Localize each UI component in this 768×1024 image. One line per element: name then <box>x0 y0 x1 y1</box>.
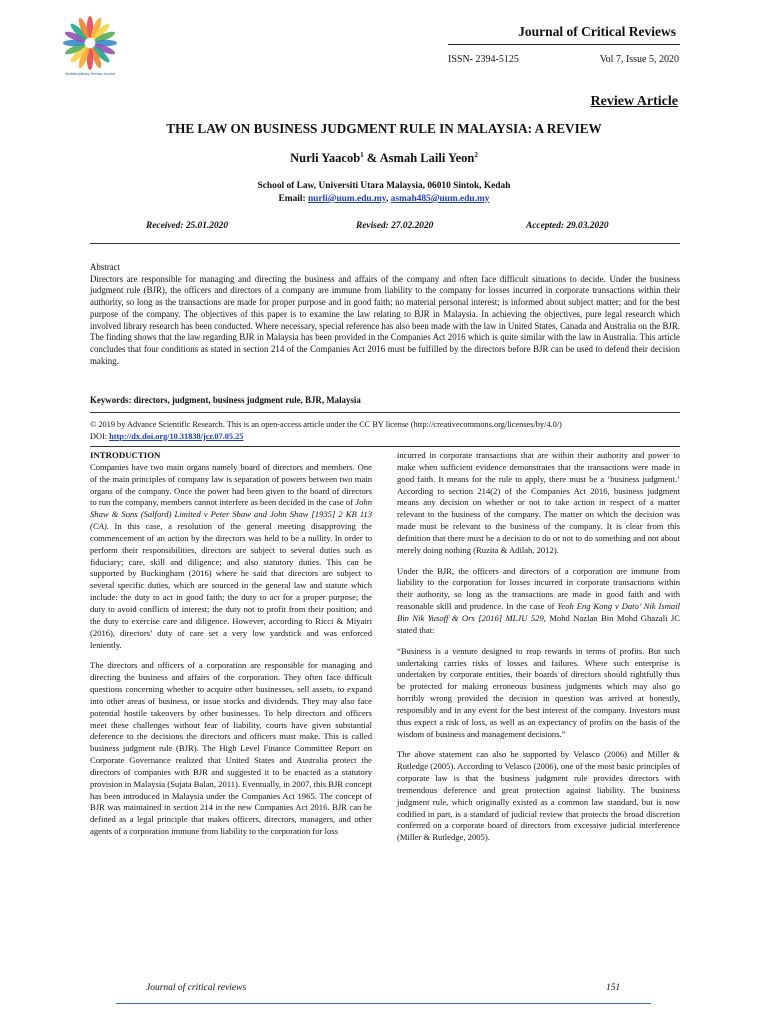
journal-name: Journal of Critical Reviews <box>518 24 676 39</box>
right-paragraph-2: Under the BJR, the officers and directors of a corporation are immune from liability to the corporation for losses incurred in corporate transactions within their authority, so long as the transactions are made in good faith and with reasonable skill and prudence. In the case of Yeoh Eng Kong v Dato’ Nik Ismail Bin Nik Yusoff & Ors [2016] MLJU 529, Mohd Nazlan Bin Mohd Ghazali JC stated that: <box>397 565 680 635</box>
logo-caption: Multidisciplinary Review Journal <box>65 72 115 76</box>
email-separator: , <box>385 194 391 204</box>
intro-paragraph-1: Companies have two main organs namely board of directors and members. One of the main principles of company law is separation of powers between two main organs of the company. Once the power had been given to the board of directors to run the company, members cannot interfere as been decided in the case of John Shaw & Sons (Salford) Limited v Peter Shaw and John Shaw [1935] 2 KB 113 (CA). In this case, a resolution of the general meeting disapproving the commencement of an action by the directors was held to be a nullity. In order to perform their responsibilities, directors are subject to several duties such as fiduciary; care, skill and diligence; and also statutory duties. This can be supported by Buckingham (2016) where he said that directors are subject to several specific duties, which are sourced in the general law and statute which include: the duty to act in good faith; the duty to act for a proper purpose; the duty to avoid conflicts of interest; the duty not to profit from their position; and the duty to exercise care and diligence. However, according to Ricci & Miyairi (2016), directors’ duty of care set a very low yardstick and was enforced leniently. <box>90 461 372 650</box>
revised-date: Revised: 27.02.2020 <box>356 221 434 231</box>
abstract-text: Directors are responsible for managing and directing the business and affairs of the company and often face difficult situations to decide. Under the business judgment rule (BJR), the officers and directors of a company are immune from liability to the company for losses incurred in corporate transactions within their authority, so long as the transactions are made for proper purpose and in good faith; no material personal interest; is informed about subject matter; and for the best purpose of the company. The objectives of this paper is to examine the law relating to BJR in Malaysia. In achieving the objectives, pure legal research which involved library research has been conducted. Where necessary, special reference has also been made with the law in United States, Canada and Australia on the BJR. The finding shows that the law regarding BJR in Malaysia has been provided in the Companies Act 2016 which is quite similar with the law in Australia. This article concludes that four conditions as stated in section 214 of the Companies Act 2016 must be fulfilled by the directors before BJR can be used to defend their decision making. <box>90 273 680 366</box>
license-text: © 2019 by Advance Scientific Research. This is an open-access article under the CC BY license (http://creativecommons.org/licenses/by/4.0/) <box>90 420 562 429</box>
page-number: 151 <box>606 983 621 993</box>
case-citation-yeoh: Yeoh Eng Kong v Dato’ Nik Ismail Bin Nik Yusoff & Ors [2016] MLJU 529, <box>397 601 680 623</box>
doi-link[interactable]: http://dx.doi.org/10.31838/jcr.07.05.25 <box>109 431 244 441</box>
authors <box>70 151 698 166</box>
license-divider <box>90 446 680 447</box>
issn: ISSN- 2394-5125 <box>448 54 519 65</box>
affiliation: School of Law, Universiti Utara Malaysia, 06010 Sintok, Kedah <box>257 181 511 191</box>
footer-divider <box>116 1003 651 1004</box>
article-type: Review Article <box>590 94 678 109</box>
author-2-sup: 2 <box>474 151 478 159</box>
received-date: Received: 25.01.2020 <box>146 221 229 231</box>
right-column <box>397 450 680 853</box>
email-line <box>70 194 698 204</box>
intro-paragraph-2: The directors and officers of a corporation are responsible for managing and directing the business and affairs of the corporation. They often face difficult questions concerning whether to acquire other businesses, sell assets, to expand into other areas of business, or issue stocks and dividends. They may also face potential hostile takeovers by other businesses. To help directors and officers meet these challenges without fear of liability, courts have given substantial deference to the decisions the directors and officers must make. This is called business judgment rule (BJR). The High Level Finance Committee Report on Corporate Governance realized that United States and Australia protect the directors of companies with BJR and suggested it to be enacted as a statutory provision in Malaysia (Sujata Balan, 2011). Eventually, in 2007, this BJR concept has been introduced in Malaysia under the Companies Act 1965. The concept of BJR was maintained in section 214 in the new Companies Act 2016. BJR can be defined as a legal principle that makes officers, directors, managers, and other agents of a corporation immune from liability to the corporation for loss <box>90 660 372 837</box>
keywords: Keywords: directors, judgment, business judgment rule, BJR, Malaysia <box>90 395 361 405</box>
left-column <box>90 450 372 847</box>
doi-label: DOI: <box>90 431 110 441</box>
email-label: Email: <box>278 194 308 204</box>
flower-logo-icon <box>58 12 122 74</box>
email-link-1[interactable]: nurli@uum.edu.my <box>307 194 386 204</box>
license-notice <box>90 419 680 442</box>
header-divider <box>448 44 680 45</box>
author-separator: & <box>363 151 380 166</box>
author-2: Asmah Laili Yeon <box>379 151 475 166</box>
footer-journal: Journal of critical reviews <box>146 983 247 993</box>
accepted-date: Accepted: 29.03.2020 <box>526 221 609 231</box>
abstract-heading: Abstract <box>90 262 121 272</box>
abstract <box>90 262 680 367</box>
abstract-divider <box>90 412 680 413</box>
paper-title: THE LAW ON BUSINESS JUDGMENT RULE IN MALAYSIA: A REVIEW <box>166 121 602 136</box>
judicial-quote: “Business is a venture designed to reap rewards in terms of profits. But such undertaking carries risks of losses and failures. Where such enterprise is undertaken by corporate entities, their boards of directors should rightfully thus be protected for making erroneous business judgments which may also go horribly wrong provided the decision in question was arrived at honestly, responsibly and in any event for the best interest of the company. Investors must thus expect a risk of loss, as well as an expectancy of profits on the basis of the wisdom of business and management decisions.” <box>397 645 680 739</box>
section-heading-introduction: INTRODUCTION <box>90 450 161 460</box>
volume-issue: Vol 7, Issue 5, 2020 <box>599 54 679 65</box>
email-link-2[interactable]: asmah485@uum.edu.my <box>390 194 490 204</box>
dates-divider <box>90 243 680 244</box>
right-paragraph-1: incurred in corporate transactions that are within their authority and power to make when sufficient evidence demonstrates that the transactions were made in good faith. It means for the rule to apply, there must be a ‘business judgment.’ According to section 214(2) of the Companies Act 2016, business judgment means any decision on whether or not to take action in respect of a matter relevant to the business of the company. The matter on which the decision was made must be relevant to the business of the company. It is clear from this definition that there must be a decision to do or not to do something and not about merely doing nothing (Ruzita & Adilah, 2012). <box>397 450 680 555</box>
author-1: Nurli Yaacob <box>290 151 361 166</box>
right-paragraph-3: The above statement can also be supported by Velasco (2006) and Miller & Rutledge (2005). According to Velasco (2006), one of the most basic principles of corporate law is that the business judgment rule provides directors with tremendous deference and great protection against liability. The business judgment rule, which originally existed as a common law standard, but is now codified in part, is a standard of judicial review that protects the broad discretion conferred on a corporate board of directors from excessive judicial interference (Miller & Rutledge, 2005). <box>397 749 680 843</box>
case-citation-shaw: John Shaw & Sons (Salford) Limited v Peter Shaw and John Shaw [1935] 2 KB 113 (CA) <box>90 497 372 532</box>
logo-center <box>85 38 95 48</box>
author-1-sup: 1 <box>360 151 364 159</box>
